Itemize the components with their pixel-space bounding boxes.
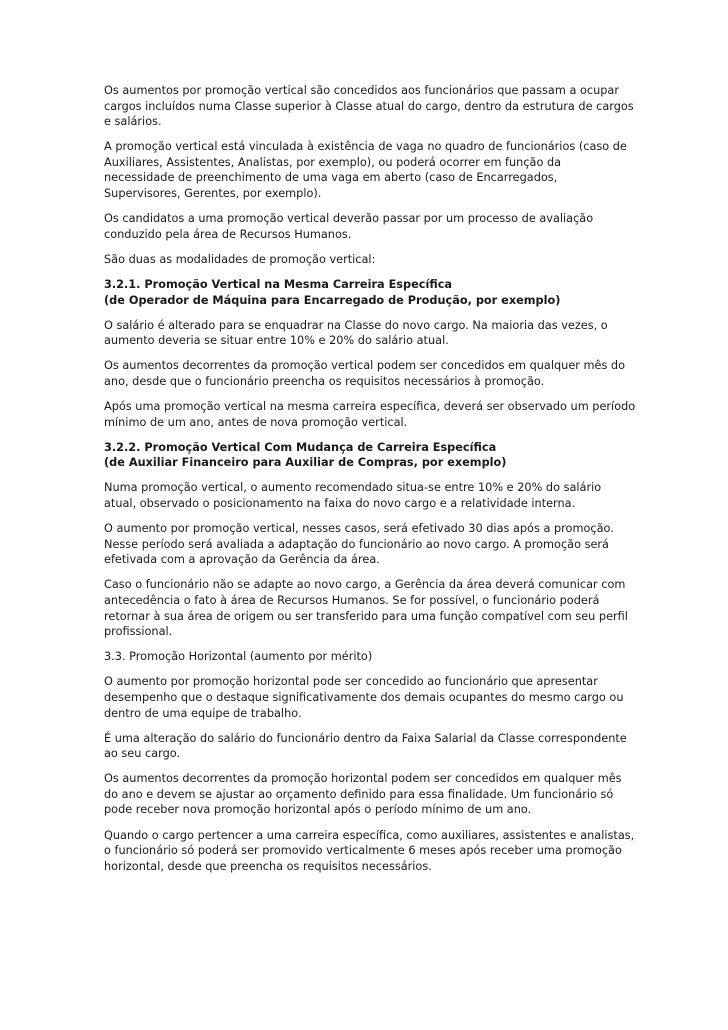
text-line: O aumento por promoção vertical, nesses casos, será efetivado 30 dias após a promoção.	[104, 522, 614, 536]
text-line: 3.2.1. Promoção Vertical na Mesma Carreira Específica	[104, 277, 453, 291]
text-line: aumento deveria se situar entre 10% e 20% do salário atual.	[104, 334, 449, 348]
text-line: horizontal, desde que preencha os requisitos necessários.	[104, 859, 432, 873]
text-line: Caso o funcionário não se adapte ao novo cargo, a Gerência da área deverá comunicar com	[104, 578, 626, 592]
body-paragraph	[104, 318, 629, 349]
text-line: Os aumentos decorrentes da promoção vertical podem ser concedidos em qualquer mês do	[104, 359, 626, 373]
text-line: É uma alteração do salário do funcionário dentro da Faixa Salarial da Classe correspondente	[104, 731, 627, 745]
text-line: Supervisores, Gerentes, por exemplo).	[104, 187, 322, 201]
body-paragraph	[104, 480, 629, 511]
text-line: e salários.	[104, 115, 162, 129]
text-line: o funcionário só poderá ser promovido verticalmente 6 meses após receber uma promoção	[104, 844, 622, 858]
text-line: mínimo de um ano, antes de nova promoção vertical.	[104, 415, 408, 429]
body-paragraph	[104, 771, 629, 818]
text-line: necessidade de preenchimento de uma vaga em aberto (caso de Encarregados,	[104, 171, 558, 185]
text-line: conduzido pela área de Recursos Humanos.	[104, 227, 352, 241]
text-line: O aumento por promoção horizontal pode ser concedido ao funcionário que apresentar	[104, 675, 598, 689]
text-line: profissional.	[104, 625, 173, 639]
text-line: dentro de uma equipe de trabalho.	[104, 706, 302, 720]
body-paragraph	[104, 731, 629, 762]
text-line: (de Auxiliar Financeiro para Auxiliar de Compras, por exemplo)	[104, 456, 507, 470]
body-paragraph	[104, 521, 629, 568]
body-paragraph	[104, 358, 629, 389]
text-line: A promoção vertical está vinculada à existência de vaga no quadro de funcionários (caso de	[104, 140, 627, 154]
text-line: antecedência o fato à área de Recursos Humanos. Se for possível, o funcionário poderá	[104, 593, 600, 607]
text-line: efetivada com a aprovação da Gerência da área.	[104, 553, 380, 567]
text-line: ano, desde que o funcionário preencha os requisitos necessários à promoção.	[104, 374, 545, 388]
text-line: O salário é alterado para se enquadrar na Classe do novo cargo. Na maioria das vezes, o	[104, 318, 608, 332]
body-paragraph	[104, 577, 629, 639]
text-line: Quando o cargo pertencer a uma carreira específica, como auxiliares, assistentes e analistas,	[104, 828, 635, 842]
text-line: pode receber nova promoção horizontal após o período mínimo de um ano.	[104, 803, 532, 817]
body-paragraph	[104, 828, 635, 875]
text-line: desempenho que o destaque significativamente dos demais ocupantes do mesmo cargo ou	[104, 690, 624, 704]
section-heading	[104, 277, 629, 308]
text-line: Após uma promoção vertical na mesma carreira específica, deverá ser observado um período	[104, 400, 636, 413]
text-line: (de Operador de Máquina para Encarregado de Produção, por exemplo)	[104, 293, 561, 307]
body-paragraph	[104, 211, 629, 242]
text-line: 3.3. Promoção Horizontal (aumento por mérito)	[104, 650, 373, 664]
text-line: Os candidatos a uma promoção vertical deverão passar por um processo de avaliação	[104, 212, 594, 226]
document-body	[104, 83, 636, 884]
body-paragraph	[104, 83, 634, 130]
text-line: Nesse período será avaliada a adaptação do funcionário ao novo cargo. A promoção será	[104, 537, 609, 551]
text-line: 3.2.2. Promoção Vertical Com Mudança de Carreira Específica	[104, 440, 497, 454]
text-line: cargos incluídos numa Classe superior à Classe atual do cargo, dentro da estrutura de cargos	[104, 99, 634, 113]
body-paragraph	[104, 252, 629, 268]
section-heading	[104, 440, 629, 471]
text-line: Os aumentos decorrentes da promoção horizontal podem ser concedidos em qualquer mês	[104, 772, 622, 786]
text-line: do ano e devem se ajustar ao orçamento definido para essa finalidade. Um funcionário só	[104, 787, 614, 801]
text-line: ao seu cargo.	[104, 747, 181, 761]
text-line: Numa promoção vertical, o aumento recomendado situa-se entre 10% e 20% do salário	[104, 481, 602, 495]
body-paragraph	[104, 649, 629, 665]
body-paragraph	[104, 399, 636, 430]
text-line: Auxiliares, Assistentes, Analistas, por exemplo), ou poderá ocorrer em função da	[104, 155, 562, 169]
text-line: Os aumentos por promoção vertical são concedidos aos funcionários que passam a ocupar	[104, 84, 619, 97]
text-line: atual, observado o posicionamento na faixa do novo cargo e a relatividade interna.	[104, 496, 576, 510]
body-paragraph	[104, 674, 629, 721]
text-line: São duas as modalidades de promoção vertical:	[104, 252, 376, 266]
body-paragraph	[104, 139, 629, 201]
text-line: retornar à sua área de origem ou ser transferido para uma função compatível com seu perfil	[104, 609, 628, 623]
